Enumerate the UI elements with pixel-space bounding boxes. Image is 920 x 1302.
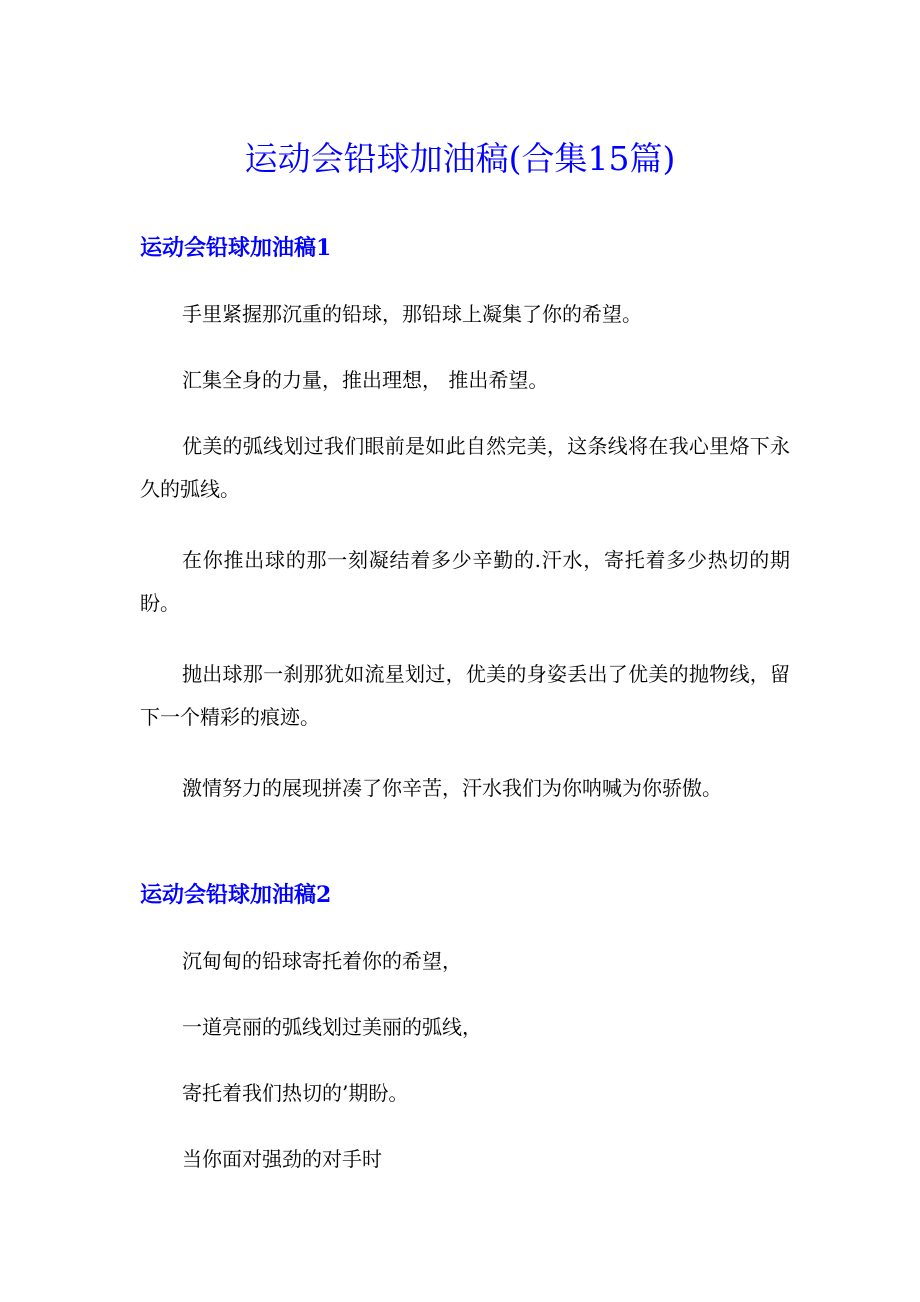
paragraph: 寄托着我们热切的’期盼。 [182, 1081, 409, 1105]
paragraph: 汇集全身的力量，推出理想， 推出希望。 [182, 368, 549, 392]
paragraph: 抛出球那一刹那犹如流星划过，优美的身姿丢出了优美的抛物线，留下一个精彩的痕迹。 [140, 662, 790, 729]
section-heading-2: 运动会铅球加油稿2 [140, 882, 332, 908]
paragraph: 优美的弧线划过我们眼前是如此自然完美，这条线将在我心里烙下永久的弧线。 [140, 434, 790, 501]
paragraph: 激情努力的展现拼凑了你辛苦，汗水我们为你呐喊为你骄傲。 [182, 776, 722, 800]
document-title: 运动会铅球加油稿(合集15篇) [244, 139, 676, 178]
paragraph: 当你面对强劲的对手时 [182, 1147, 382, 1171]
section-heading-1: 运动会铅球加油稿1 [140, 235, 332, 261]
paragraph: 一道亮丽的弧线划过美丽的弧线， [182, 1015, 482, 1039]
paragraph: 沉甸甸的铅球寄托着你的希望， [182, 949, 462, 973]
paragraph: 在你推出球的那一刻凝结着多少辛勤的.汗水，寄托着多少热切的期盼。 [140, 548, 790, 615]
paragraph: 手里紧握那沉重的铅球，那铅球上凝集了你的希望。 [182, 302, 642, 326]
